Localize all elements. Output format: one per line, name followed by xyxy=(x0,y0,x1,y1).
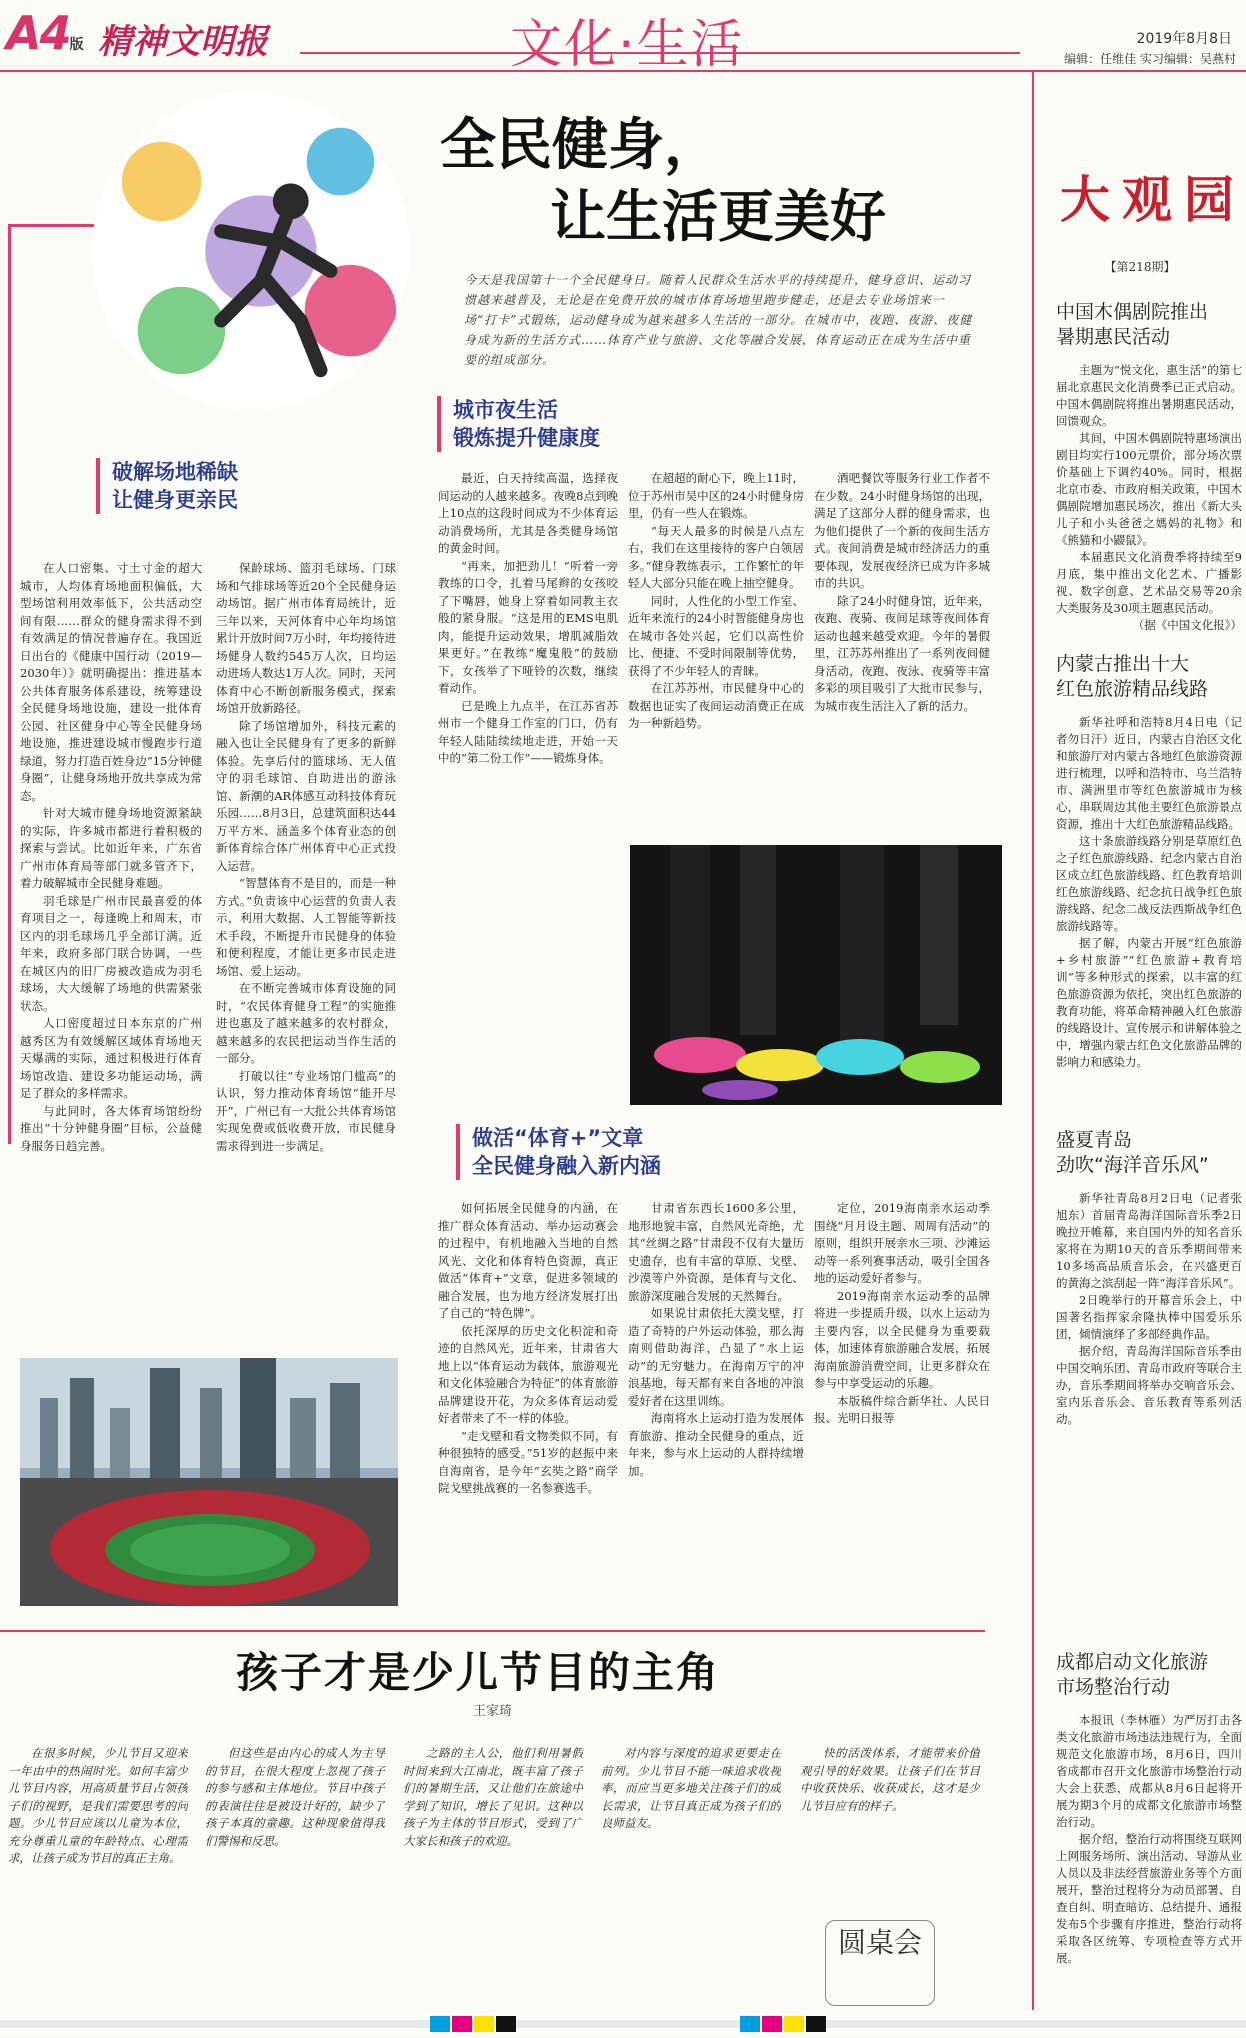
sidebar-item2-title-line1: 内蒙古推出十大 xyxy=(1056,653,1190,675)
kids-col2 xyxy=(205,1745,385,2007)
paragraph: 如果说甘肃依托大漠戈壁，打造了奇特的户外运动体验，那么海南则借助海洋，凸显了“水上运动”的无穷魅力。在海南万宁的冲浪基地，每天都有来自各地的冲浪爱好者在这里训练。 xyxy=(628,1306,804,1408)
paragraph: 据介绍，整治行动将围绕互联网上网服务场所、演出活动、导游从业人员以及非法经营旅游业务等个方面展开，整治过程将分为动员部署、自查自纠、明查暗访、总结提升、通报发布5个步骤有序推进，整治行动将采取各区统筹、专项检查等方式开展。 xyxy=(1056,1832,1242,1965)
paragraph: 最近，白天持续高温，选择夜间运动的人越来越多。夜晚8点到晚上10点的这段时间成为不少体育运动消费场所，尤其是各类健身场馆的黄金时间。 xyxy=(438,471,618,555)
paragraph: “每天人最多的时候是八点左右，我们在这里接待的客户白领居多。”健身教练表示，工作繁忙的年轻人大部分只能在晚上抽空健身。 xyxy=(628,523,804,590)
section2-col1 xyxy=(438,470,618,1140)
sidebar-item2-title-line2: 红色旅游精品线路 xyxy=(1056,678,1209,700)
sidebar-item1-title-line1: 中国木偶剧院推出 xyxy=(1056,301,1209,323)
paragraph: 在很多时候，少儿节目又迎来一年由中的热闹时光。如何丰富少儿节目内容，用高质量节目占领孩子们的视野，是我们需要思考的问题。少儿节目应该以儿童为本位，充分尊重儿童的年龄特点、心理需求，让孩子成为节目的真正主角。 xyxy=(8,1746,188,1865)
color-bar-icon xyxy=(0,2014,1246,2034)
paragraph: 定位，2019海南亲水运动季围绕“月月设主题、周周有活动”的原则，组织开展亲水三项、沙滩运动等一系列赛事活动，吸引全国各地的运动爱好者参与。 xyxy=(814,1201,990,1285)
kids-author: 王家琦 xyxy=(473,1704,513,1719)
paragraph: 本报讯（李林雁）为严厉打击各类文化旅游市场违法违规行为，全面规范文化旅游市场，8月6日，四川省成都市召开文化旅游市场整治行动大会上获悉，成都从8月6日起将开展为期3个月的成都文化旅游市场整治行动。 xyxy=(1056,1713,1242,1829)
section1-title-line1: 破解场地稀缺 xyxy=(112,460,238,484)
paragraph: 如何拓展全民健身的内涵，在推广群众体育活动、举办运动赛会的过程中，有机地融入当地的自然风光、文化和体育特色资源，真正做活“体育+”文章，促进多领域的融合发展，也为地方经济发展打出了自己的“特色牌”。 xyxy=(438,1201,618,1320)
paragraph: 依托深厚的历史文化积淀和奇迹的自然风光，近年来，甘肃省大地上以“体育运动为载体，旅游观光和文化体验融合为特征”的体育旅游品牌建设开花，为众多体育运动爱好者带来了不一样的体验。 xyxy=(438,1323,618,1425)
paragraph: 据了解，内蒙古开展“红色旅游+乡村旅游”“红色旅游+教育培训”等多种形式的探索，以丰富的红色旅游资源为依托，突出红色旅游的教育功能，将革命精神融入红色旅游的线路设计、宣传展示和讲解体验之中，增强内蒙古红色文化旅游品牌的影响力和感染力。 xyxy=(1056,936,1242,1069)
section1-col2 xyxy=(216,560,396,1300)
roundtable-badge: 圆桌会 xyxy=(825,1920,935,2006)
paragraph: 打破以往“专业场馆门槛高”的认识，努力推动体育场馆“能开尽开”，广州已有一大批公共体育场馆实现免费或低收费开放，市民健身需求得到进一步满足。 xyxy=(216,1068,396,1153)
page-number: A4版 xyxy=(6,6,84,60)
paragraph: （据《中国文化报》） xyxy=(1132,618,1242,632)
section-name: 文化·生活 xyxy=(510,15,745,75)
paragraph: 在人口密集、寸土寸金的超大城市，人均体育场地面积偏低，大型场馆利用效率低下，公共活动空间有限……群众的健身需求得不到有效满足的情况普遍存在。我国近日出台的《健康中国行动（2019—2030年）》就明确提出：推进基本公共体育服务体系建设，统筹建设全民健身场地设施，建设一批体育公园、社区健身中心等全民健身场地设施，推进建设城市慢跑步行道绿道，努力打造百姓身边“15分钟健身圈”，让健身场地开放共享成为常态。 xyxy=(20,561,202,803)
section2-title xyxy=(437,396,653,452)
kids-col1 xyxy=(8,1745,188,2007)
section1-title xyxy=(96,458,312,514)
section2-title-line2: 锻炼提升健康度 xyxy=(453,426,600,450)
paragraph: 新华社呼和浩特8月4日电（记者勿日汗）近日，内蒙古自治区文化和旅游厅对内蒙古各地红色旅游资源进行梳理，以呼和浩特市、乌兰浩特市、满洲里市等红色旅游城市为核心，串联周边其他主要红色旅游景点资源，推出十大红色旅游精品线路。 xyxy=(1056,715,1242,831)
sidebar-item3-title-line2: 劲吹“海洋音乐风” xyxy=(1056,1154,1209,1176)
paragraph: 之路的主人公，他们利用暑假时间来到大江南北，既丰富了孩子们的暑期生活，又让他们在旅途中学到了知识，增长了见识。这种以孩子为主体的节目形式，受到了广大家长和孩子的欢迎。 xyxy=(403,1746,583,1848)
paragraph: 除了24小时健身馆，近年来，夜跑、夜骑、夜间足球等夜间体育运动也越来越受欢迎。今年的暑假里，江苏苏州推出了一系列夜间健身活动，夜跑、夜泳、夜骑等丰富多彩的项目吸引了大批市民参与，为城市夜生活注入了新的活力。 xyxy=(814,593,990,713)
runner-illustration xyxy=(92,92,410,410)
paragraph: 2日晚举行的开幕音乐会上，中国著名指挥家余隆执棒中国爱乐乐团，倾情演绎了多部经典作品。 xyxy=(1056,1293,1242,1341)
masthead xyxy=(0,0,1246,75)
paragraph: 2019海南亲水运动季的品牌将进一步提质升级，以水上运动为主要内容，以全民健身为重要载体，加速体育旅游融合发展，拓展海南旅游消费空间，让更多群众在参与中享受运动的乐趣。 xyxy=(814,1288,990,1390)
color-registration-bar xyxy=(0,2014,1246,2034)
paragraph: 但这些是由内心的成人为主导的节目，在很大程度上忽视了孩子的参与感和主体地位。节目中孩子的表演往往是被设计好的，缺少了孩子本真的童趣。这种现象值得我们警惕和反思。 xyxy=(205,1746,385,1848)
page-suffix: 版 xyxy=(69,37,84,53)
sidebar-item3-title xyxy=(1056,1128,1242,1178)
paper-name: 精神文明报 xyxy=(98,22,268,62)
main-headline-line1: 全民健身， xyxy=(440,113,720,178)
paragraph: “智慧体育不是目的，而是一种方式。”负责该中心运营的负责人表示，利用大数据、人工智能等新技术手段，不断提升市民健身的体验和便利程度，才能让更多市民走进场馆、爱上运动。 xyxy=(216,876,396,978)
kids-col4 xyxy=(601,1745,781,2007)
paragraph: 在江苏苏州，市民健身中心的数据也证实了夜间运动消费正在成为一种新趋势。 xyxy=(628,681,804,730)
sidebar-item1-title-line2: 暑期惠民活动 xyxy=(1056,326,1171,348)
paragraph: 新华社青岛8月2日电（记者张旭东）首届青岛海洋国际音乐季2日晚拉开帷幕，来自国内外的知名音乐家将在为期10天的音乐季期间带来10多场高品质音乐会，在兴盛更百的黄海之滨刮起一阵“海洋音乐风”。 xyxy=(1056,1191,1242,1290)
kids-divider xyxy=(0,1630,985,1632)
sidebar-item4-title xyxy=(1056,1650,1242,1700)
paragraph: 对内容与深度的追求更要走在前列。少儿节目不能一味追求收视率，而应当更多地关注孩子们的成长需求，让节目真正成为孩子们的良师益友。 xyxy=(601,1746,781,1830)
paragraph: 本届惠民文化消费季将持续至9月底，集中推出文化艺术、广播影视、数字创意、艺术品交易等20余大类服务及30项主题惠民活动。 xyxy=(1056,550,1242,615)
main-headline-line2: 让生活更美好 xyxy=(550,185,886,250)
section3-title xyxy=(456,1124,712,1180)
night-run-image-icon xyxy=(630,845,1002,1105)
night-runners-photo xyxy=(630,845,1002,1105)
sidebar-item3-body xyxy=(1056,1190,1242,1610)
issue-number: 【第218期】 xyxy=(1104,260,1176,274)
paragraph: “再来，加把劲儿！”听着一旁教练的口令，扎着马尾辫的女孩咬了下嘴唇，她身上穿着如同教主衣般的紧身服。“这是用的EMS电肌肉，能提升运动效果，增肌减脂效果更好。”在教练“魔鬼般”的鼓励下，女孩举了下哑铃的次数，继续着动作。 xyxy=(438,558,618,695)
paragraph: 据介绍，青岛海洋国际音乐季由中国交响乐团、青岛市政府等联合主办，音乐季期间将举办交响音乐会、室内乐音乐会、音乐教育等系列活动。 xyxy=(1056,1344,1242,1426)
paragraph: 在超超的耐心下，晚上11时，位于苏州市吴中区的24小时健身房里，仍有一些人在锻炼。 xyxy=(628,471,804,520)
section1-title-line2: 让健身更亲民 xyxy=(112,488,238,512)
kids-headline: 孩子才是少儿节目的主角 xyxy=(236,1648,721,1697)
section3-col2 xyxy=(628,1200,804,1610)
decor-vertical-line xyxy=(8,224,11,1144)
paragraph: 同时，人性化的小型工作室、近年来流行的24小时智能健身房也在城市各处兴起，它们以高性价比、便捷、不受时间限制等优势，获得了不少年轻人的青睐。 xyxy=(628,593,804,678)
section2-title-line1: 城市夜生活 xyxy=(453,398,558,422)
sidebar-item4-body xyxy=(1056,1712,1242,2007)
paragraph: 甘肃省东西长1600多公里，地形地貌丰富，自然风光奇绝，尤其“丝绸之路”甘肃段不仅有大量历史遗存，也有丰富的草原、戈壁、沙漠等户外资源，是体育与文化、旅游深度融合发展的天然舞台。 xyxy=(628,1201,804,1303)
runner-icon xyxy=(92,92,410,410)
paragraph: 与此同时，各大体育场馆纷纷推出“十分钟健身圈”目标，公益健身服务日趋完善。 xyxy=(20,1103,202,1153)
section2-col2 xyxy=(628,470,804,830)
section3-title-line1: 做活“体育+”文章 xyxy=(472,1126,644,1150)
sidebar-item4-title-line1: 成都启动文化旅游 xyxy=(1056,1651,1209,1673)
paragraph: 海南将水上运动打造为发展体育旅游、推动全民健身的重点，近年来，参与水上运动的人群持续增加。 xyxy=(628,1411,804,1478)
paragraph: “走戈壁和看文物类似不同，有种很独特的感受。”51岁的赵振中来自海南省，是今年“玄奘之路”商学院戈壁挑战赛的一名参赛选手。 xyxy=(438,1428,618,1495)
paragraph: 主题为“悦文化，惠生活”的第七届北京惠民文化消费季已正式启动。中国木偶剧院将推出暑期惠民活动，回馈观众。 xyxy=(1056,363,1242,428)
sidebar-item1-title xyxy=(1056,300,1242,350)
paragraph: 快的活泼体系，才能带来价值观引导的好效果。让孩子们在节目中收获快乐、收获成长，这才是少儿节目应有的样子。 xyxy=(800,1746,980,1813)
paragraph: 在不断完善城市体育设施的同时，“农民体育健身工程”的实施推进也惠及了越来越多的农村群众，越来越多的农民把运动当作生活的一部分。 xyxy=(216,981,396,1065)
section3-col1 xyxy=(438,1200,618,1610)
paragraph: 人口密度超过日本东京的广州越秀区为有效缓解区域体育场地天天爆满的实际，通过积极进行体育场馆改造、建设多功能运动场，满足了群众的多样需求。 xyxy=(20,1016,202,1100)
sidebar-item2-title xyxy=(1056,652,1242,702)
main-headline xyxy=(440,110,960,254)
section2-col3 xyxy=(814,470,990,845)
sidebar-divider xyxy=(1032,70,1034,2010)
paragraph: 酒吧餐饮等服务行业工作者不在少数。24小时健身场馆的出现，满足了这部分人群的健身需求，也为他们提供了一个新的夜间生活方式。夜间消费是城市经济活力的重要体现，发展夜经济已成为许多城市的共识。 xyxy=(814,471,990,590)
kids-col5 xyxy=(800,1745,980,1905)
paragraph: 已是晚上九点半，在江苏省苏州市一个健身工作室的门口，仍有年轻人陆陆续续地走进，开始一天中的“第二份工作”——锻炼身体。 xyxy=(438,698,618,765)
paragraph: 其间，中国木偶剧院特惠场演出剧目均实行100元票价，部分场次票价基础上下调约40%。同时，根据北京市委、市政府相关政策，中国木偶剧院增加惠民场次，推出《新大头儿子和小头爸爸之媽妈的礼物》和《熊猫和小鼹鼠》。 xyxy=(1056,431,1242,547)
sidebar-item2-body xyxy=(1056,714,1242,1104)
decor-horizontal-line xyxy=(8,224,98,227)
daguanyuan-logo: 大观园 xyxy=(1060,170,1246,229)
editors-line: 编辑：任维佳 实习编辑：吴燕村 xyxy=(1064,52,1236,66)
paragraph: 除了场馆增加外，科技元素的融入也让全民健身有了更多的新鲜体验。先享后付的篮球场、无人值守的羽毛球馆、自助进出的游泳馆、新潮的AR体感互动科技体育玩乐园……8月3日，总建筑面积达44万平方米、涵盖多个体育业态的创新体育综合体广州体育中心正式投入运营。 xyxy=(216,718,396,873)
sidebar-item1-body xyxy=(1056,362,1242,632)
lead-intro: 今天是我国第十一个全民健身日。随着人民群众生活水平的持续提升，健身意识、运动习惯越来越普及，无论是在免费开放的城市体育场地里跑步健走，还是去专业场馆来一场“打卡”式锻炼，运动健身成为越来越多人生活的一部分。在城市中，夜跑、夜游、夜健身成为新的生活方式……体育产业与旅游、文化等融合发展，体育运动正在成为生活中重要的组成部分。 xyxy=(464,273,973,367)
paragraph: 羽毛球是广州市民最喜爱的体育项目之一，每逢晚上和周末，市区内的羽毛球场几乎全部订满。近年来，政府多部门联合协调，一些在城区内的旧厂房被改造成为羽毛球场，大大缓解了场地的供需紧张状态。 xyxy=(20,893,202,1013)
stadium-photo xyxy=(20,1358,398,1606)
paragraph: 本版稿件综合新华社、人民日报、光明日报等 xyxy=(814,1393,990,1425)
kids-col3 xyxy=(403,1745,583,2007)
paragraph: 针对大城市健身场地资源紧缺的实际，许多城市都进行着积极的探索与尝试。比如近年来，广东省广州市体育局等部门就多管齐下，着力破解城市全民健身难题。 xyxy=(20,806,202,890)
section1-col1 xyxy=(20,560,202,1310)
publication-date: 2019年8月8日 xyxy=(1136,31,1232,47)
paragraph: 保龄球场、篮羽毛球场、门球场和气排球场等近20个全民健身运动场馆。据广州市体育局统计，近三年以来，天河体育中心年均场馆累计开放时间7万小时，年均接待进场健身人数约545万人次，日均运动进场人数达1万人次。同时，天河体育中心不断创新服务模式，探索场馆开放新路径。 xyxy=(216,561,396,715)
sidebar-item4-title-line2: 市场整治行动 xyxy=(1056,1676,1171,1698)
section3-title-line2: 全民健身融入新内涵 xyxy=(472,1154,661,1178)
paragraph: 这十条旅游线路分别是草原红色之子红色旅游线路、纪念内蒙古自治区成立红色旅游线路、红色教育培训红色旅游线路、纪念抗日战争红色旅游线路、纪念二战反法西斯战争红色旅游线路等。 xyxy=(1056,834,1242,933)
section3-col3 xyxy=(814,1200,990,1610)
stadium-image-icon xyxy=(20,1358,398,1606)
sidebar-item3-title-line1: 盛夏青岛 xyxy=(1056,1129,1133,1151)
